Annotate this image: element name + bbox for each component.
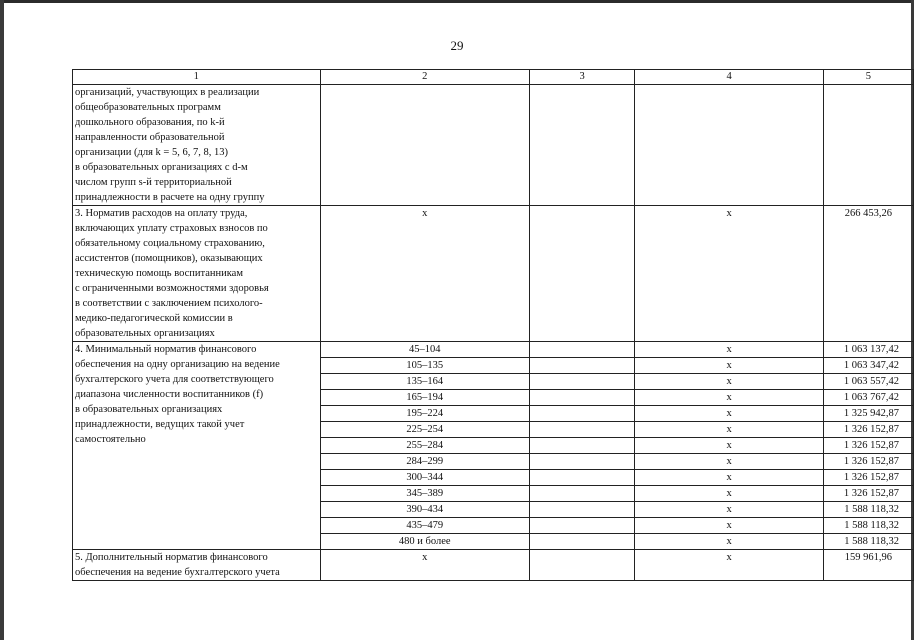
table-cell [529, 390, 635, 406]
value-cell: 1 326 152,87 [823, 422, 913, 438]
value-cell: 1 326 152,87 [823, 438, 913, 454]
col-4-cell: х [635, 454, 823, 470]
range-cell: 195–224 [320, 406, 529, 422]
table-cell [635, 85, 823, 206]
value-cell: 1 588 118,32 [823, 534, 913, 550]
norms-table [72, 69, 914, 581]
table-cell [823, 85, 913, 206]
header-col-2: 2 [320, 70, 529, 85]
table-row-4 [73, 342, 914, 358]
table-cell [529, 374, 635, 390]
continuation-description: организаций, участвующих в реализации общеобразовательных программ дошкольного образования, по k-й направленности образовательной организации (для k = 5, 6, 7, 8, 13) в образовательных организациях с d-м числом групп s-й территориальной принадлежности в расчете на одну группу [73, 85, 321, 206]
table-cell [529, 486, 635, 502]
range-cell: 105–135 [320, 358, 529, 374]
table-row-3 [73, 206, 914, 342]
value-cell: 1 326 152,87 [823, 486, 913, 502]
value-cell: 1 325 942,87 [823, 406, 913, 422]
range-cell: 390–434 [320, 502, 529, 518]
col-4-cell: х [635, 390, 823, 406]
value-cell: 1 326 152,87 [823, 470, 913, 486]
range-cell: 435–479 [320, 518, 529, 534]
header-col-5: 5 [823, 70, 913, 85]
value-cell: 1 063 767,42 [823, 390, 913, 406]
col-4-cell: х [635, 422, 823, 438]
table-cell [529, 438, 635, 454]
col-4-cell: х [635, 342, 823, 358]
row-5-col-4: х [635, 550, 823, 581]
col-4-cell: х [635, 406, 823, 422]
scan-border-top [0, 0, 914, 3]
range-cell: 45–104 [320, 342, 529, 358]
table-row-continuation [73, 85, 914, 206]
range-cell: 135–164 [320, 374, 529, 390]
row-3-value: 266 453,26 [823, 206, 913, 342]
header-col-3: 3 [529, 70, 635, 85]
row-4-description: 4. Минимальный норматив финансового обеспечения на одну организацию на ведение бухгалтерского учета для соответствующего диапазона численности воспитанников (f) в образовательных организациях принадлежности, ведущих такой учет самостоятельно [73, 342, 321, 550]
row-5-value: 159 961,96 [823, 550, 913, 581]
range-cell: 480 и более [320, 534, 529, 550]
table-cell [320, 85, 529, 206]
col-4-cell: х [635, 470, 823, 486]
value-cell: 1 588 118,32 [823, 518, 913, 534]
range-cell: 225–254 [320, 422, 529, 438]
page-number: 29 [450, 38, 464, 53]
table-cell [529, 406, 635, 422]
value-cell: 1 588 118,32 [823, 502, 913, 518]
table-cell [529, 422, 635, 438]
row-3-col-2: х [320, 206, 529, 342]
row-5-col-2: х [320, 550, 529, 581]
row-3-col-4: х [635, 206, 823, 342]
table-cell [529, 85, 635, 206]
scan-border-left [0, 0, 4, 640]
table-row-5 [73, 550, 914, 581]
range-cell: 345–389 [320, 486, 529, 502]
table-cell [529, 358, 635, 374]
range-cell: 300–344 [320, 470, 529, 486]
table-cell [529, 454, 635, 470]
col-4-cell: х [635, 438, 823, 454]
table-cell [529, 342, 635, 358]
range-cell: 255–284 [320, 438, 529, 454]
table-cell [529, 206, 635, 342]
row-3-description: 3. Норматив расходов на оплату труда, включающих уплату страховых взносов по обязательному социальному страхованию, ассистентов (помощников), оказывающих техническую помощь воспитанникам с ограниченными возможностями здоровья в соответствии с заключением психолого- медико-педагогической комиссии в образовательных организациях [73, 206, 321, 342]
value-cell: 1 063 557,42 [823, 374, 913, 390]
col-4-cell: х [635, 518, 823, 534]
table-cell [529, 502, 635, 518]
col-4-cell: х [635, 358, 823, 374]
table-cell [529, 518, 635, 534]
value-cell: 1 063 137,42 [823, 342, 913, 358]
table-cell [529, 550, 635, 581]
header-col-1: 1 [73, 70, 321, 85]
range-cell: 284–299 [320, 454, 529, 470]
col-4-cell: х [635, 374, 823, 390]
col-4-cell: х [635, 486, 823, 502]
table-cell [529, 534, 635, 550]
range-cell: 165–194 [320, 390, 529, 406]
header-col-4: 4 [635, 70, 823, 85]
col-4-cell: х [635, 502, 823, 518]
row-5-description: 5. Дополнительный норматив финансового обеспечения на ведение бухгалтерского учета [73, 550, 321, 581]
header-row [73, 70, 914, 85]
value-cell: 1 326 152,87 [823, 454, 913, 470]
col-4-cell: х [635, 534, 823, 550]
value-cell: 1 063 347,42 [823, 358, 913, 374]
table-cell [529, 470, 635, 486]
